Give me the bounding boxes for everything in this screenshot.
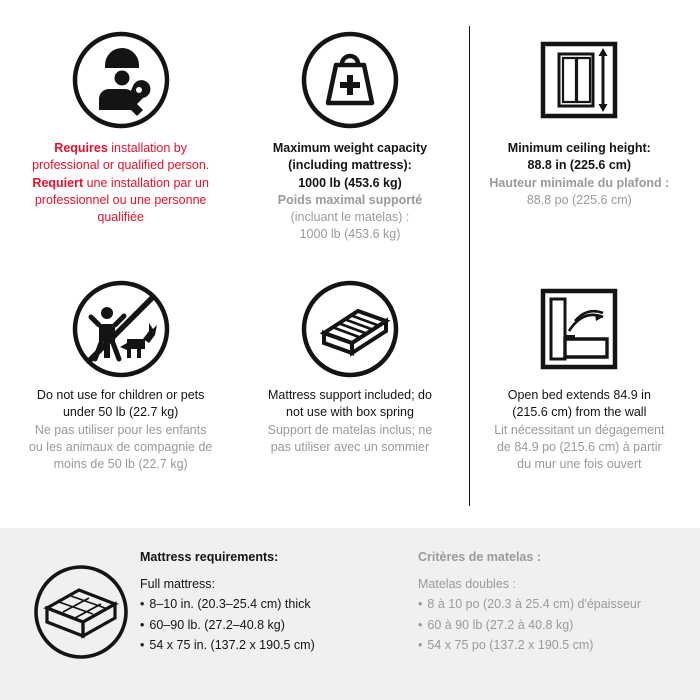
caption-text: Requiert — [32, 175, 84, 190]
caption-text: installation by — [107, 141, 188, 155]
mattress-requirements-en — [140, 550, 404, 655]
caption-text: du mur une fois ouvert — [517, 457, 642, 471]
caption-installation — [32, 140, 209, 226]
caption-no-children-or-pets — [29, 387, 212, 473]
caption-text: Open bed extends 84.9 in — [507, 388, 651, 402]
caption-text: Poids maximal supporté — [277, 192, 423, 207]
cell-ceiling-height — [465, 26, 694, 277]
open-bed-clearance-icon — [527, 277, 631, 381]
no-children-or-pets-icon — [69, 277, 173, 381]
weight-capacity-icon — [298, 26, 402, 134]
caption-ceiling-height — [489, 140, 669, 209]
cell-no-children-or-pets — [6, 277, 235, 528]
caption-text: Support de matelas inclus; ne — [267, 422, 433, 437]
list-item: Matelas doubles : — [418, 577, 516, 591]
installer-worker-wrench-icon — [69, 26, 173, 134]
caption-text: not use with box spring — [286, 405, 414, 420]
list-item: • 60–90 lb. (27.2–40.8 kg) — [140, 615, 388, 635]
caption-text: under 50 lb (22.7 kg) — [62, 405, 179, 420]
caption-text: Do not use for children or pets — [36, 388, 205, 402]
caption-text: professional or qualified person. — [32, 158, 210, 173]
caption-text: 88.8 in (225.6 cm) — [527, 158, 632, 173]
caption-text: de 84.9 po (215.6 cm) à partir — [496, 439, 662, 454]
mattress-requirements-title-fr: Critères de matelas : — [418, 550, 541, 564]
list-item: • 60 à 90 lb (27.2 à 40.8 kg) — [418, 615, 666, 635]
caption-text: Minimum ceiling height: — [507, 141, 651, 155]
caption-text: 1000 lb (453.6 kg) — [299, 227, 401, 242]
caption-text: (including mattress): — [288, 158, 412, 173]
caption-text: qualifiée — [97, 210, 144, 224]
cell-weight-capacity — [235, 26, 464, 277]
caption-text: pas utiliser avec un sommier — [270, 439, 430, 454]
cell-mattress-support — [235, 277, 464, 528]
caption-text: ou les animaux de compagnie de — [28, 439, 213, 454]
caption-weight-capacity — [273, 140, 427, 244]
cell-open-bed-clearance — [465, 277, 694, 528]
mattress-icon — [22, 550, 140, 660]
caption-text: Lit nécessitant un dégagement — [494, 422, 665, 437]
mattress-requirements-list-fr — [418, 574, 666, 655]
list-item: • 8–10 in. (20.3–25.4 cm) thick — [140, 594, 388, 614]
list-item: Full mattress: — [140, 577, 216, 591]
caption-text: Hauteur minimale du plafond : — [489, 175, 670, 190]
caption-open-bed-clearance — [494, 387, 664, 473]
ceiling-height-icon — [527, 26, 631, 134]
cell-installation-requirement — [6, 26, 235, 277]
mattress-requirements-title-en: Mattress requirements: — [140, 550, 279, 564]
caption-text: Maximum weight capacity — [272, 141, 428, 155]
mattress-requirements-list-en — [140, 574, 388, 655]
mattress-support-icon — [298, 277, 402, 381]
mattress-requirements-panel — [0, 528, 700, 700]
caption-text: professionnel ou une personne — [34, 192, 207, 207]
caption-text: (215.6 cm) from the wall — [512, 405, 647, 420]
list-item: • 54 x 75 in. (137.2 x 190.5 cm) — [140, 635, 388, 655]
mattress-requirements-fr — [404, 550, 682, 655]
caption-text: Requires — [54, 141, 108, 155]
caption-text: Ne pas utiliser pour les enfants — [34, 422, 207, 437]
caption-text: 1000 lb (453.6 kg) — [298, 175, 402, 190]
caption-text: (incluant le matelas) : — [290, 210, 410, 224]
caption-text: 88.8 po (225.6 cm) — [526, 192, 632, 207]
caption-text: une installation par un — [83, 175, 209, 190]
caption-text: moins de 50 lb (22.7 kg) — [53, 457, 188, 471]
caption-mattress-support — [268, 387, 433, 456]
caption-text: Mattress support included; do — [267, 388, 432, 402]
list-item: • 54 x 75 po (137.2 x 190.5 cm) — [418, 635, 666, 655]
list-item: • 8 à 10 po (20.3 à 25.4 cm) d'épaisseur — [418, 594, 666, 614]
